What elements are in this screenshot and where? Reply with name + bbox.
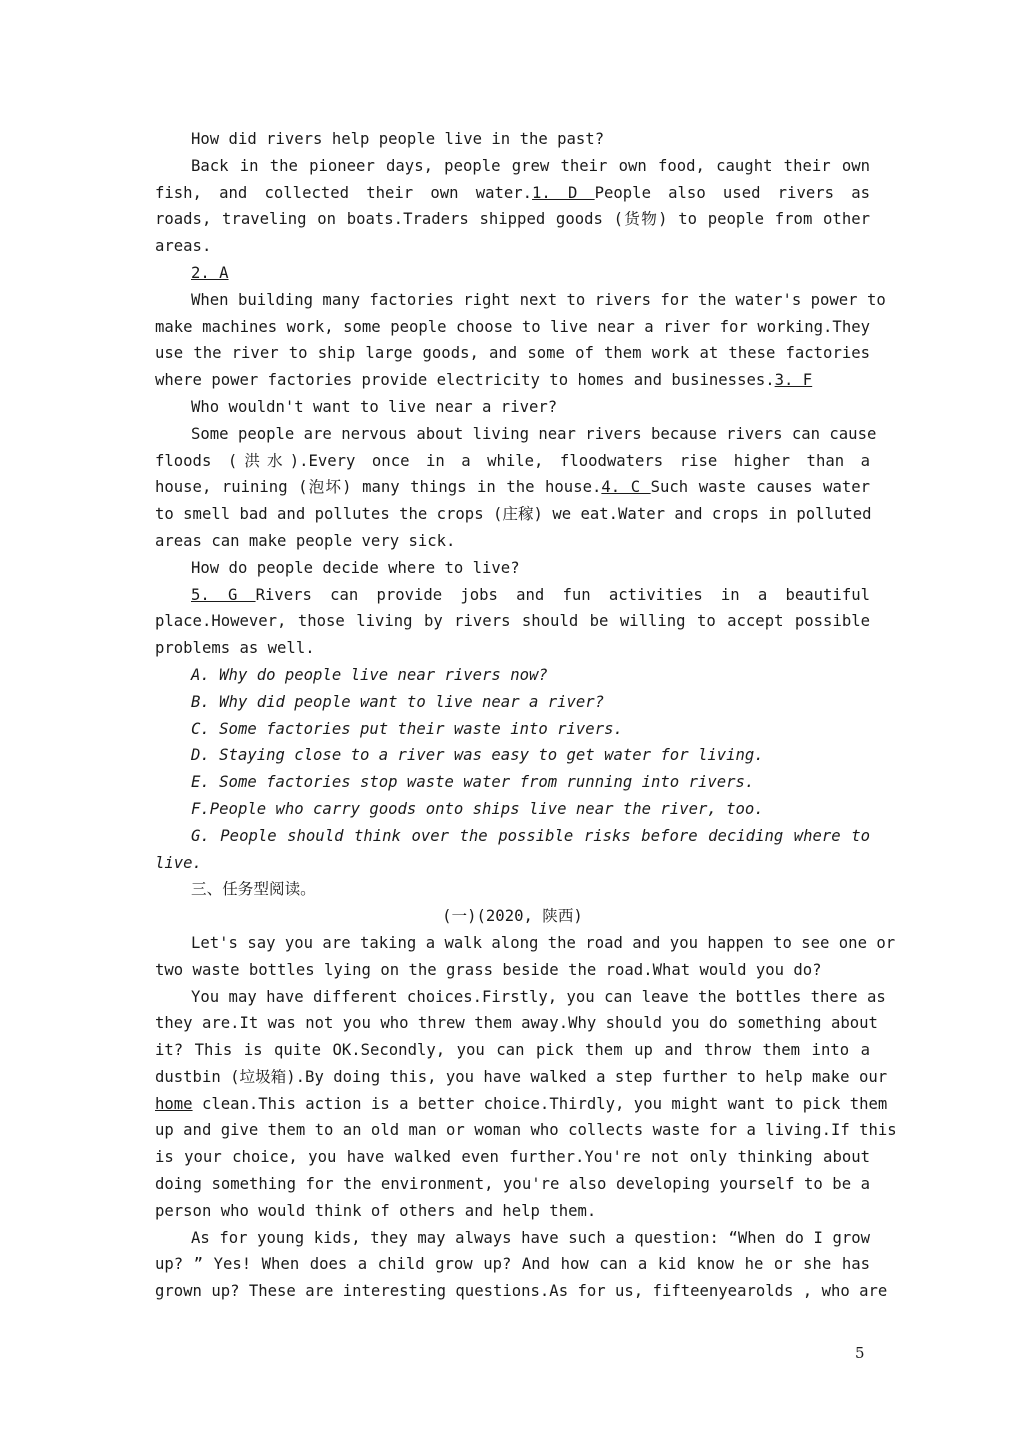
paragraph-line: areas. xyxy=(155,237,212,256)
paragraph-line: As for young kids, they may always have such a question: “When do I grow xyxy=(191,1228,870,1247)
heading-decide: How do people decide where to live? xyxy=(191,558,520,577)
paragraph-line: doing something for the environment, you're also developing yourself to be a xyxy=(155,1175,870,1194)
answer-line-2 xyxy=(155,260,870,287)
paragraph-line: up and give them to an old man or woman who collects waste for a living.If this xyxy=(155,1121,897,1140)
paragraph-line: make machines work, some people choose to live near a river for working.They xyxy=(155,317,870,336)
paragraph-line: they are.It was not you who threw them away.Why should you do something about xyxy=(155,1014,878,1033)
paragraph-line: to smell bad and pollutes the crops (庄稼) we eat.Water and crops in polluted xyxy=(155,505,872,524)
answer-blank-5-text: 5. G xyxy=(191,585,256,604)
option-g-cont: live. xyxy=(155,853,202,872)
paragraph-line: up? ” Yes! When does a child grow up? And how can a kid know he or she has xyxy=(155,1255,870,1274)
paragraph-line: Some people are nervous about living near rivers because rivers can cause xyxy=(191,424,877,443)
paragraph-line: fish, and collected their own water.1. D People also used rivers as xyxy=(155,183,870,202)
option-c: C. Some factories put their waste into rivers. xyxy=(191,719,623,738)
page-number: 5 xyxy=(855,1344,865,1362)
option-d: D. Staying close to a river was easy to get water for living. xyxy=(191,746,764,765)
paragraph-line: house, ruining (泡坏) many things in the house.4. C Such waste causes water xyxy=(155,478,870,497)
answer-blank-2: 2. A xyxy=(191,263,229,282)
paragraph-line: areas can make people very sick. xyxy=(155,531,456,550)
paragraph-line: where power factories provide electricity to homes and businesses.3. F xyxy=(155,371,813,390)
paragraph-line: use the river to ship large goods, and some of them work at these factories xyxy=(155,344,870,363)
option-g: G. People should think over the possible risks before deciding where to xyxy=(191,826,870,845)
answer-blank-4: 4. C xyxy=(601,478,651,497)
paragraph-line: grown up? These are interesting questions.As for us, fifteenyearolds , who are xyxy=(155,1282,888,1301)
paragraph-line: Back in the pioneer days, people grew their own food, caught their own xyxy=(191,156,870,175)
paragraph-line: is your choice, you have walked even further.You're not only thinking about xyxy=(155,1148,870,1167)
option-b: B. Why did people want to live near a river? xyxy=(191,692,605,711)
subheading: (一)(2020, 陕西) xyxy=(442,907,583,926)
paragraph-line: dustbin (垃圾箱).By doing this, you have walked a step further to help make our xyxy=(155,1067,888,1086)
option-f: F.People who carry goods onto ships live near the river, too. xyxy=(191,799,764,818)
paragraph-line: two waste bottles lying on the grass beside the road.What would you do? xyxy=(155,960,822,979)
paragraph-line: 5. G Rivers can provide jobs and fun activities in a beautiful xyxy=(191,585,870,604)
paragraph-line: Let's say you are taking a walk along the road and you happen to see one or xyxy=(191,933,896,952)
option-e: E. Some factories stop waste water from running into rivers. xyxy=(191,773,755,792)
answer-blank-3: 3. F xyxy=(774,371,813,390)
option-a: A. Why do people live near rivers now? xyxy=(191,665,548,684)
paragraph-line: You may have different choices.Firstly, you can leave the bottles there as xyxy=(191,987,886,1006)
paragraph-line: problems as well. xyxy=(155,639,315,658)
heading-nervous: Who wouldn't want to live near a river? xyxy=(191,397,558,416)
paragraph-line: place.However, those living by rivers should be willing to accept possible xyxy=(155,612,870,631)
answer-blank-1: 1. D xyxy=(532,183,595,202)
paragraph-line: floods (洪水).Every once in a while, floodwaters rise higher than a xyxy=(155,451,870,470)
heading-past: How did rivers help people live in the past? xyxy=(191,130,605,148)
section-heading: 三、任务型阅读。 xyxy=(191,880,316,899)
paragraph-line: person who would think of others and help them. xyxy=(155,1201,597,1220)
underlined-word-home: home xyxy=(155,1094,193,1113)
paragraph-line: it? This is quite OK.Secondly, you can pick them up and throw them into a xyxy=(155,1041,870,1060)
document-page xyxy=(155,126,897,1305)
paragraph-line: home clean.This action is a better choice.Thirdly, you might want to pick them xyxy=(155,1094,888,1113)
paragraph-line: When building many factories right next to rivers for the water's power to xyxy=(191,290,886,309)
paragraph-line: roads, traveling on boats.Traders shipped goods (货物) to people from other xyxy=(155,210,870,229)
